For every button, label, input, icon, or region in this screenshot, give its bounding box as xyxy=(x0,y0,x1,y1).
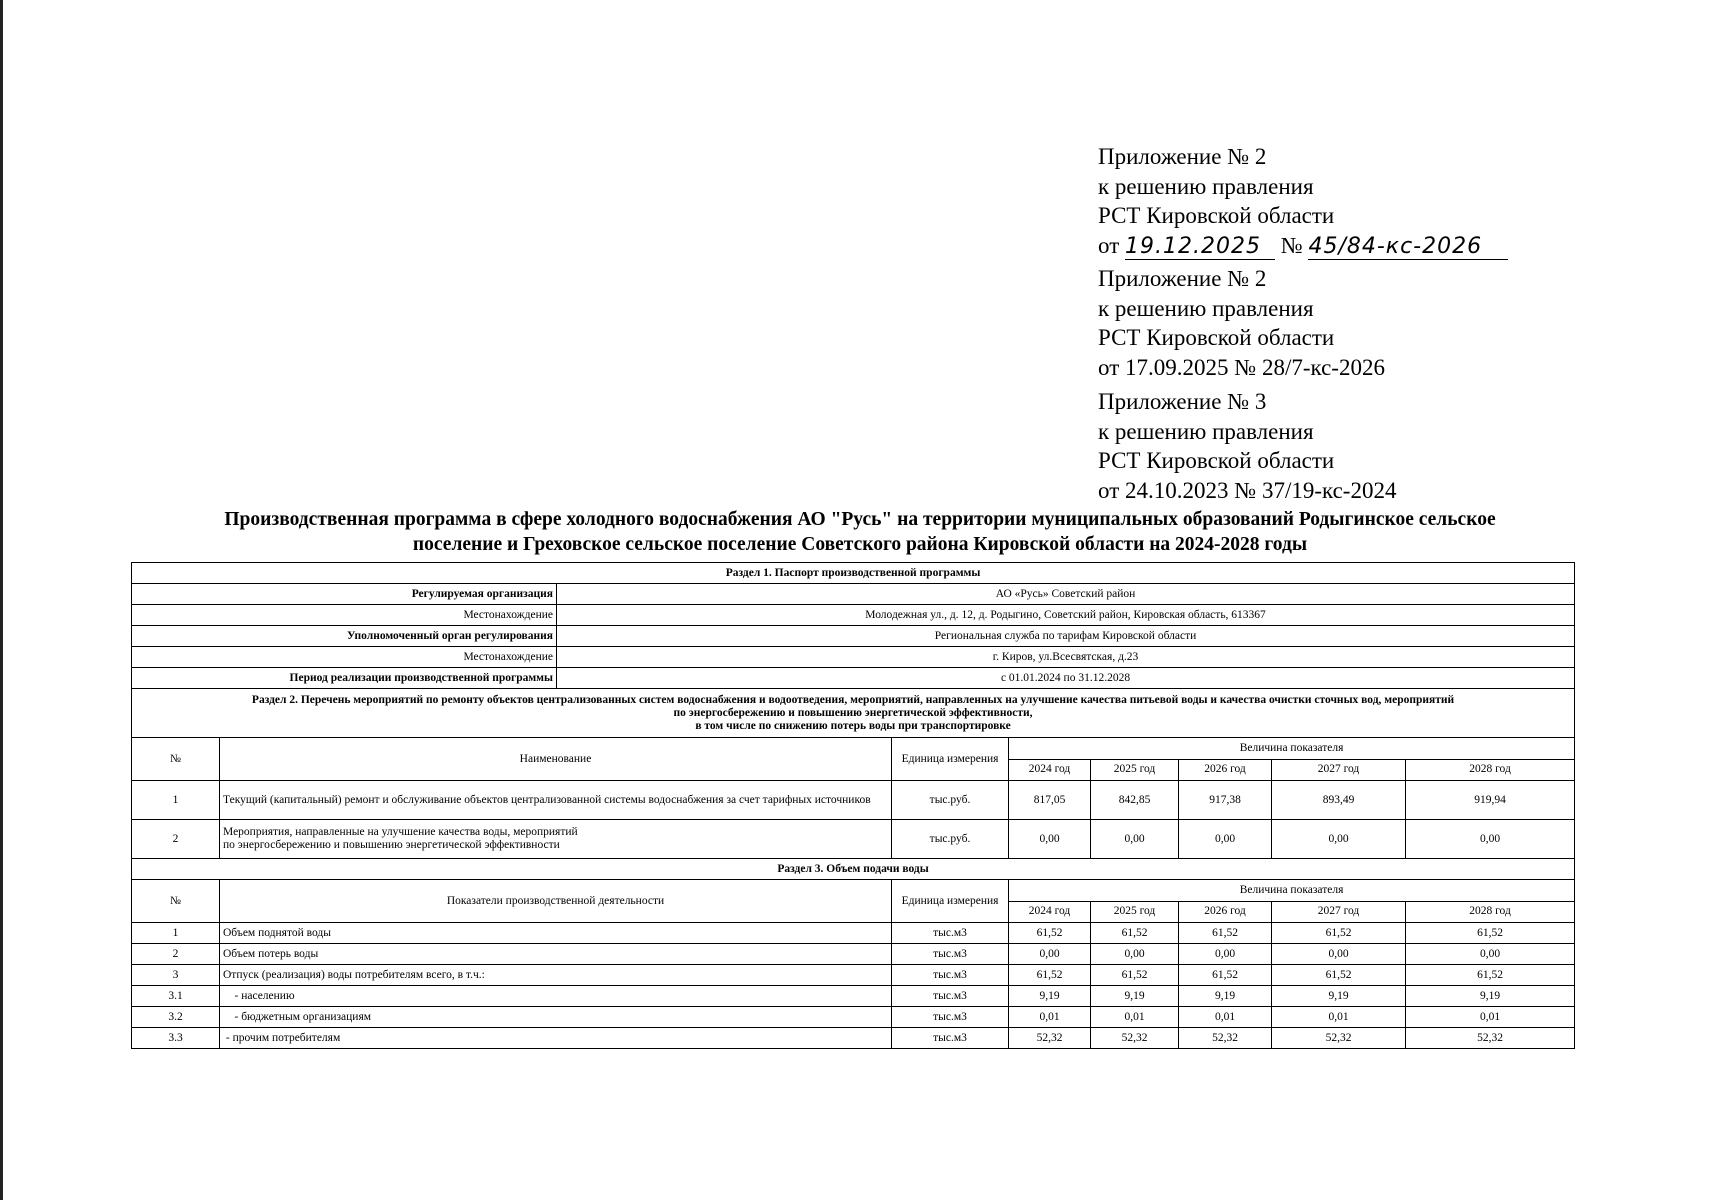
document-title xyxy=(120,507,1600,557)
passport-value: с 01.01.2024 по 31.12.2028 xyxy=(557,668,1575,689)
row-value: 61,52 xyxy=(1272,965,1406,986)
appendix-line: Приложение № 3 xyxy=(1098,389,1267,414)
row-unit: тыс.м3 xyxy=(892,965,1009,986)
scan-left-edge xyxy=(0,0,3,1200)
row-value: 0,00 xyxy=(1179,820,1272,859)
row-value: 0,00 xyxy=(1179,944,1272,965)
handwritten-number: 45/84-кс-2026 xyxy=(1308,235,1508,260)
year-header: 2028 год xyxy=(1406,759,1575,781)
row-number: 1 xyxy=(132,923,220,944)
row-name: - прочим потребителям xyxy=(220,1028,892,1049)
row-value: 52,32 xyxy=(1091,1028,1179,1049)
year-header: 2026 год xyxy=(1179,901,1272,923)
column-header-value: Величина показателя xyxy=(1009,880,1575,902)
table-row xyxy=(132,965,1575,986)
appendix-line: к решению правления xyxy=(1098,173,1314,199)
row-name xyxy=(220,820,892,859)
row-name-line: по энергосбережению и повышению энергетической эффективности xyxy=(223,839,560,851)
column-header-no: № xyxy=(132,738,220,781)
appendix-line: РСТ Кировской области xyxy=(1098,203,1335,228)
row-number: 3.3 xyxy=(132,1028,220,1049)
passport-label: Регулируемая организация xyxy=(132,584,557,605)
row-name: - бюджетным организациям xyxy=(220,1007,892,1028)
row-value: 0,00 xyxy=(1406,944,1575,965)
row-unit: тыс.м3 xyxy=(892,1028,1009,1049)
title-line-2: поселение и Греховское сельское поселение Советского района Кировской области на 2024-2028 годы xyxy=(412,534,1308,555)
appendix-line: Приложение № 2 xyxy=(1098,266,1267,291)
passport-value: Региональная служба по тарифам Кировской области xyxy=(557,626,1575,647)
row-value: 9,19 xyxy=(1272,986,1406,1007)
appendix-block-1 xyxy=(1098,142,1618,260)
appendix-line: от 17.09.2025 № 28/7-кс-2026 xyxy=(1098,354,1385,380)
row-value: 52,32 xyxy=(1272,1028,1406,1049)
passport-label: Период реализации производственной программы xyxy=(132,668,557,689)
handwritten-date: 19.12.2025 xyxy=(1125,235,1275,260)
row-value: 52,32 xyxy=(1009,1028,1091,1049)
row-value: 9,19 xyxy=(1091,986,1179,1007)
year-header: 2028 год xyxy=(1406,901,1575,923)
row-value: 0,00 xyxy=(1272,820,1406,859)
row-value: 817,05 xyxy=(1009,781,1091,820)
row-unit: тыс.м3 xyxy=(892,986,1009,1007)
row-value: 0,00 xyxy=(1009,944,1091,965)
title-line-1: Производственная программа в сфере холодного водоснабжения АО "Русь" на территории муниципальных образований Родыгинское сельское xyxy=(224,509,1496,530)
row-value: 0,01 xyxy=(1009,1007,1091,1028)
row-number: 3 xyxy=(132,965,220,986)
row-value: 9,19 xyxy=(1009,986,1091,1007)
section1-row xyxy=(132,668,1575,689)
appendix-block-2 xyxy=(1098,264,1618,382)
appendix-block-3 xyxy=(1098,387,1618,505)
passport-label: Уполномоченный орган регулирования xyxy=(132,626,557,647)
table-row xyxy=(132,820,1575,859)
column-header-unit: Единица измерения xyxy=(892,880,1009,923)
row-name-line: Мероприятия, направленные на улучшение качества воды, мероприятий xyxy=(223,826,578,838)
column-header-name: Показатели производственной деятельности xyxy=(220,880,892,923)
row-name: Объем поднятой воды xyxy=(220,923,892,944)
row-value: 0,00 xyxy=(1009,820,1091,859)
table-row xyxy=(132,781,1575,820)
passport-value: АО «Русь» Советский район xyxy=(557,584,1575,605)
row-value: 917,38 xyxy=(1179,781,1272,820)
section1-header: Раздел 1. Паспорт производственной программы xyxy=(132,563,1575,584)
row-value: 61,52 xyxy=(1009,923,1091,944)
table-row xyxy=(132,944,1575,965)
row-unit: тыс.м3 xyxy=(892,923,1009,944)
row-value: 61,52 xyxy=(1179,965,1272,986)
row-value: 61,52 xyxy=(1091,965,1179,986)
row-value: 0,00 xyxy=(1091,944,1179,965)
row-number: 2 xyxy=(132,820,220,859)
appendix-line: к решению правления xyxy=(1098,295,1314,321)
passport-label: Местонахождение xyxy=(132,647,557,668)
passport-value: г. Киров, ул.Всесвятская, д.23 xyxy=(557,647,1575,668)
row-value: 0,01 xyxy=(1091,1007,1179,1028)
row-name: - населению xyxy=(220,986,892,1007)
row-unit: тыс.руб. xyxy=(892,781,1009,820)
appendix-line: к решению правления xyxy=(1098,418,1314,444)
table-row xyxy=(132,923,1575,944)
row-name: Отпуск (реализация) воды потребителям всего, в т.ч.: xyxy=(220,965,892,986)
year-header: 2024 год xyxy=(1009,759,1091,781)
year-header: 2026 год xyxy=(1179,759,1272,781)
appendix-line: РСТ Кировской области xyxy=(1098,325,1335,350)
column-header-unit: Единица измерения xyxy=(892,738,1009,781)
appendix-date-line xyxy=(1098,231,1618,261)
column-header-no: № xyxy=(132,880,220,923)
production-program-table xyxy=(131,562,1575,1049)
table-row xyxy=(132,986,1575,1007)
row-value: 919,94 xyxy=(1406,781,1575,820)
row-unit: тыс.м3 xyxy=(892,944,1009,965)
row-name: Объем потерь воды xyxy=(220,944,892,965)
row-value: 0,00 xyxy=(1091,820,1179,859)
row-value: 61,52 xyxy=(1406,965,1575,986)
section3-header: Раздел 3. Объем подачи воды xyxy=(132,859,1575,880)
row-value: 9,19 xyxy=(1406,986,1575,1007)
number-prefix: № xyxy=(1280,232,1303,258)
year-header: 2025 год xyxy=(1091,759,1179,781)
row-value: 61,52 xyxy=(1272,923,1406,944)
row-unit: тыс.руб. xyxy=(892,820,1009,859)
section2-header xyxy=(132,689,1575,738)
appendix-line: РСТ Кировской области xyxy=(1098,448,1335,473)
row-number: 1 xyxy=(132,781,220,820)
row-name: Текущий (капитальный) ремонт и обслуживание объектов централизованной системы водоснабжения за счет тарифных источников xyxy=(220,781,892,820)
row-unit: тыс.м3 xyxy=(892,1007,1009,1028)
row-value: 61,52 xyxy=(1179,923,1272,944)
row-value: 52,32 xyxy=(1406,1028,1575,1049)
row-number: 3.1 xyxy=(132,986,220,1007)
year-header: 2024 год xyxy=(1009,901,1091,923)
row-number: 3.2 xyxy=(132,1007,220,1028)
column-header-value: Величина показателя xyxy=(1009,738,1575,760)
section1-row xyxy=(132,584,1575,605)
row-value: 0,00 xyxy=(1272,944,1406,965)
column-header-name: Наименование xyxy=(220,738,892,781)
passport-label: Местонахождение xyxy=(132,605,557,626)
row-value: 0,01 xyxy=(1179,1007,1272,1028)
year-header: 2027 год xyxy=(1272,759,1406,781)
section2-header-line: в том числе по снижению потерь воды при транспортировке xyxy=(695,719,1011,732)
appendix-line: Приложение № 2 xyxy=(1098,144,1267,169)
row-value: 893,49 xyxy=(1272,781,1406,820)
section1-row xyxy=(132,605,1575,626)
row-value: 0,01 xyxy=(1406,1007,1575,1028)
row-value: 61,52 xyxy=(1091,923,1179,944)
appendix-line: от 24.10.2023 № 37/19-кс-2024 xyxy=(1098,477,1397,503)
section2-header-line: Раздел 2. Перечень мероприятий по ремонту объектов централизованных систем водоснабжения и водоотведения, мероприятий, направленных на улучшение качества питьевой воды и качества очистки сточных вод, мероприятий xyxy=(251,693,1455,706)
date-prefix: от xyxy=(1098,232,1120,258)
passport-value: Молодежная ул., д. 12, д. Родыгино, Советский район, Кировская область, 613367 xyxy=(557,605,1575,626)
row-value: 52,32 xyxy=(1179,1028,1272,1049)
row-value: 842,85 xyxy=(1091,781,1179,820)
row-value: 0,01 xyxy=(1272,1007,1406,1028)
row-number: 2 xyxy=(132,944,220,965)
row-value: 0,00 xyxy=(1406,820,1575,859)
section1-row xyxy=(132,626,1575,647)
year-header: 2027 год xyxy=(1272,901,1406,923)
row-value: 9,19 xyxy=(1179,986,1272,1007)
row-value: 61,52 xyxy=(1406,923,1575,944)
section2-header-line: по энергосбережению и повышению энергетической эффективности, xyxy=(673,706,1033,719)
year-header: 2025 год xyxy=(1091,901,1179,923)
row-value: 61,52 xyxy=(1009,965,1091,986)
section1-row xyxy=(132,647,1575,668)
table-row xyxy=(132,1007,1575,1028)
table-row xyxy=(132,1028,1575,1049)
